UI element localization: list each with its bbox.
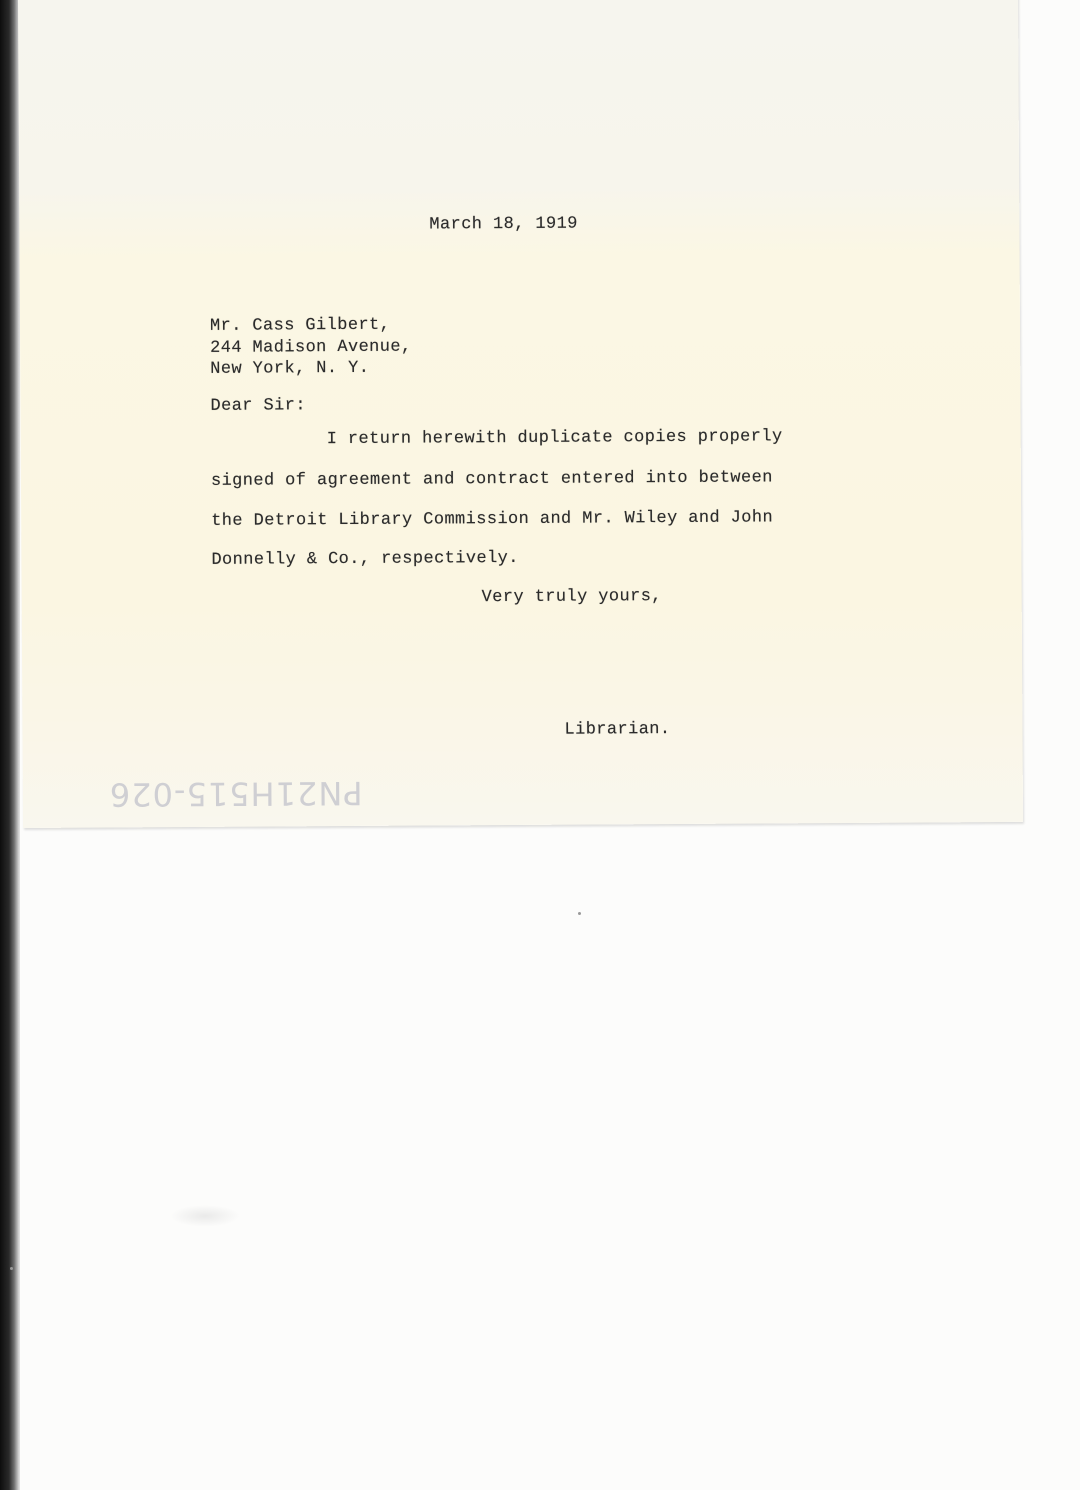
letter-sheet xyxy=(18,0,1023,828)
body-line: the Detroit Library Commission and Mr. Wiley and John xyxy=(211,508,774,531)
salutation: Dear Sir: xyxy=(210,396,306,416)
letter-date: March 18, 1919 xyxy=(429,214,578,235)
handwritten-archive-number: PN21H515-026 xyxy=(108,773,363,814)
signature-title: Librarian. xyxy=(564,720,671,740)
body-line: I return herewith duplicate copies properly xyxy=(326,427,783,450)
body-line: signed of agreement and contract entered into between xyxy=(210,468,773,491)
body-line: Donnelly & Co., respectively. xyxy=(211,548,519,570)
closing: Very truly yours, xyxy=(481,587,662,608)
dust-speck xyxy=(578,912,581,915)
recipient-street: 244 Madison Avenue, xyxy=(210,337,412,358)
dust-speck xyxy=(10,1267,13,1270)
recipient-name: Mr. Cass Gilbert, xyxy=(209,315,391,336)
faint-smudge xyxy=(170,1205,240,1227)
recipient-city: New York, N. Y. xyxy=(210,358,370,379)
